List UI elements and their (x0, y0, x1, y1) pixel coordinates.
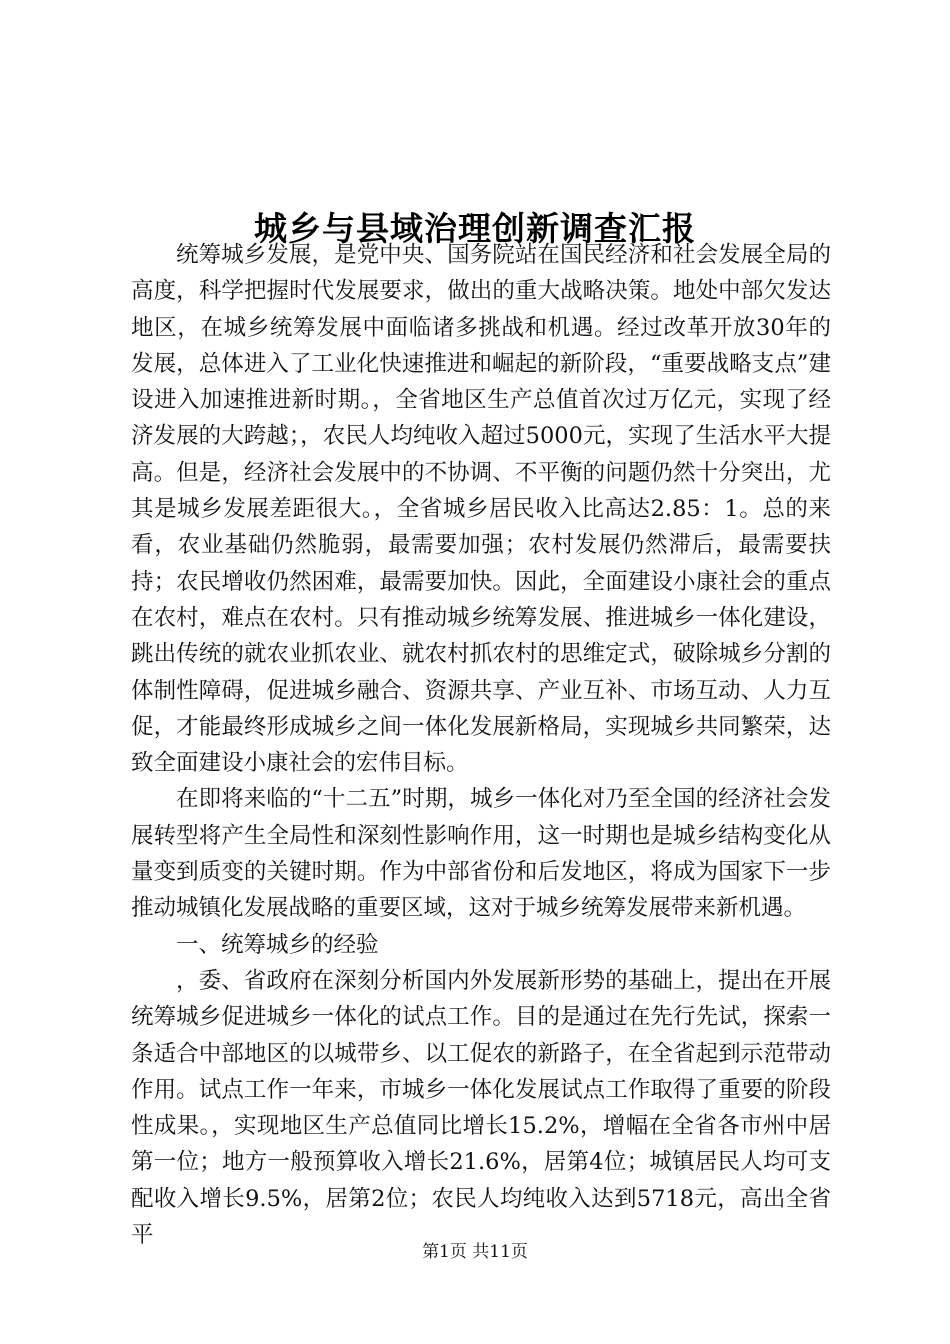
paragraph-2: 在即将来临的“十二五”时期，城乡一体化对乃至全国的经济社会发展转型将产生全局性和深刻性影响作用，这一时期也是城乡结构变化从量变到质变的关键时期。作为中部省份和后发地区，将成为国家下一步推动城镇化发展战略的重要区域，这对于城乡统筹发展带来新机遇。 (131, 786, 831, 922)
paragraph-3: ，委、省政府在深刻分析国内外发展新形势的基础上，提出在开展统筹城乡促进城乡一体化的试点工作。目的是通过在先行先试，探索一条适合中部地区的以城带乡、以工促农的新路子，在全省起到示范带动作用。试点工作一年来，市城乡一体化发展试点工作取得了重要的阶段性成果。，实现地区生产总值同比增长15.2%，增幅在全省各市州中居第一位；地方一般预算收入增长21.6%，居第4位；城镇居民人均可支配收入增长9.5%，居第2位；农民人均纯收入达到5718元，高出全省平 (131, 967, 831, 1249)
document-title: 城乡与县域治理创新调查汇报 (254, 209, 696, 249)
section-heading: 一、统筹城乡的经验 (176, 931, 379, 958)
paragraph-1: 统筹城乡发展，是党中央、国务院站在国民经济和社会发展全局的高度，科学把握时代发展要求，做出的重大战略决策。地处中部欠发达地区，在城乡统筹发展中面临诸多挑战和机遇。经过改革开放30年的发展，总体进入了工业化快速推进和崛起的新阶段，“重要战略支点”建设进入加速推进新时期。，全省地区生产总值首次过万亿元，实现了经济发展的大跨越；，农民人均纯收入超过5000元，实现了生活水平大提高。但是，经济社会发展中的不协调、不平衡的问题仍然十分突出，尤其是城乡发展差距很大。，全省城乡居民收入比高达2.85：1。总的来看，农业基础仍然脆弱，最需要加强；农村发展仍然滞后，最需要扶持；农民增收仍然困难，最需要加快。因此，全面建设小康社会的重点在农村，难点在农村。只有推动城乡统筹发展、推进城乡一体化建设，跳出传统的就农业抓农业、就农村抓农村的思维定式，破除城乡分割的体制性障碍，促进城乡融合、资源共享、产业互补、市场互动、人力互促，才能最终形成城乡之间一体化发展新格局，实现城乡共同繁荣，达致全面建设小康社会的宏伟目标。 (131, 242, 831, 777)
document-body (131, 237, 831, 1253)
page-footer: 第1页 共11页 (422, 1242, 528, 1262)
